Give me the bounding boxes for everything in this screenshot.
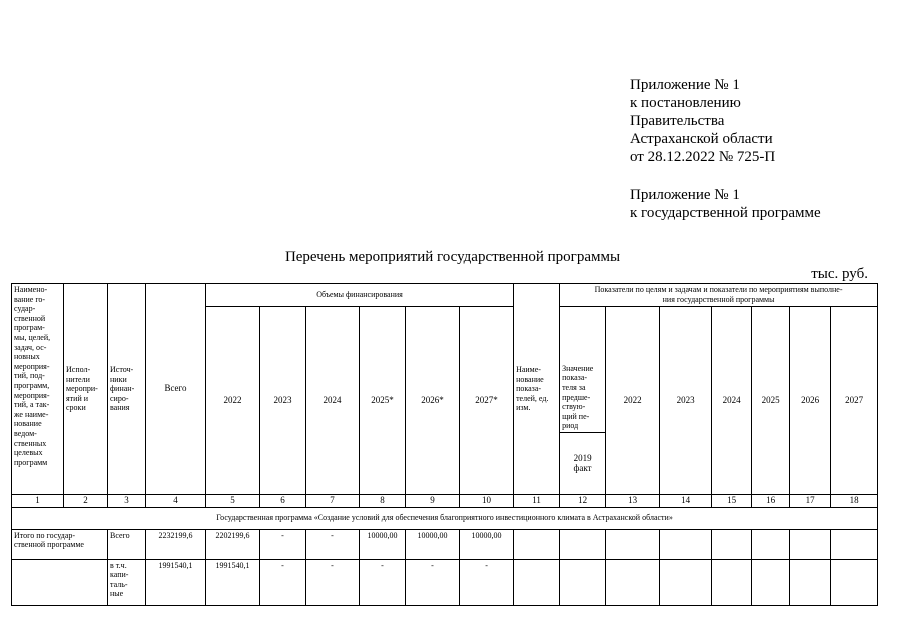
col-number: 1 xyxy=(12,495,64,508)
ind-year-2026: 2026 xyxy=(790,307,831,495)
fin-year-2027: 2027* xyxy=(460,307,514,495)
row1-2023: - xyxy=(260,529,306,559)
row1-2022: 2202199,6 xyxy=(206,529,260,559)
empty-cell xyxy=(606,559,660,605)
col-number: 17 xyxy=(790,495,831,508)
ind-year-2024: 2024 xyxy=(712,307,752,495)
col-number: 4 xyxy=(146,495,206,508)
empty-cell xyxy=(712,559,752,605)
appendix2-line-1: Приложение № 1 xyxy=(630,187,740,203)
units-label: тыс. руб. xyxy=(811,266,868,282)
empty-cell xyxy=(790,559,831,605)
col-number: 3 xyxy=(108,495,146,508)
row1-2027: 10000,00 xyxy=(460,529,514,559)
col-number: 12 xyxy=(560,495,606,508)
empty-cell xyxy=(712,529,752,559)
ind-year-2023: 2023 xyxy=(660,307,712,495)
appendix2-line-2: к государственной программе xyxy=(630,205,821,221)
empty-cell xyxy=(560,559,606,605)
row1-name: Итого по государ- ственной программе xyxy=(12,529,108,559)
col-number: 8 xyxy=(360,495,406,508)
col-number: 5 xyxy=(206,495,260,508)
document-title: Перечень мероприятий государственной программы xyxy=(284,249,621,265)
fin-year-2025: 2025* xyxy=(360,307,406,495)
col-number: 7 xyxy=(306,495,360,508)
program-title: Государственная программа «Создание условий для обеспечения благоприятного инвестиционного климата в Астраханской области» xyxy=(12,507,878,529)
col-number: 2 xyxy=(64,495,108,508)
appendix-line-1: Приложение № 1 xyxy=(630,77,740,93)
row2-2027: - xyxy=(460,559,514,605)
appendix-block xyxy=(630,76,821,222)
appendix-line-4: Астраханской области xyxy=(630,131,773,147)
fin-year-2022: 2022 xyxy=(206,307,260,495)
header-financing: Объемы финансирования xyxy=(206,284,514,307)
col-number: 14 xyxy=(660,495,712,508)
col-number: 9 xyxy=(406,495,460,508)
empty-cell xyxy=(752,559,790,605)
empty-cell xyxy=(660,529,712,559)
col-number: 18 xyxy=(831,495,878,508)
row2-2025: - xyxy=(360,559,406,605)
col-number: 13 xyxy=(606,495,660,508)
empty-cell xyxy=(752,529,790,559)
appendix-line-5: от 28.12.2022 № 725-П xyxy=(630,149,776,165)
row2-2022: 1991540,1 xyxy=(206,559,260,605)
row1-2024: - xyxy=(306,529,360,559)
col-number: 15 xyxy=(712,495,752,508)
row1-2026: 10000,00 xyxy=(406,529,460,559)
empty-cell xyxy=(831,529,878,559)
empty-cell xyxy=(606,529,660,559)
header-indicator-name: Наиме- нование показа- телей, ед. изм. xyxy=(514,284,560,495)
fin-year-2024: 2024 xyxy=(306,307,360,495)
col-number: 11 xyxy=(514,495,560,508)
empty-cell xyxy=(790,529,831,559)
row2-source: в т.ч. капи- таль- ные xyxy=(108,559,146,605)
appendix-line-2: к постановлению xyxy=(630,95,741,111)
col-number: 10 xyxy=(460,495,514,508)
empty-cell xyxy=(514,559,560,605)
measures-table xyxy=(11,283,878,606)
empty-cell xyxy=(660,559,712,605)
header-executors: Испол- нители меропри- ятий и сроки xyxy=(64,284,108,495)
empty-cell xyxy=(514,529,560,559)
row2-2024: - xyxy=(306,559,360,605)
header-total: Всего xyxy=(146,284,206,495)
fin-year-2023: 2023 xyxy=(260,307,306,495)
header-source: Источ- ники финан- сиро- вания xyxy=(108,284,146,495)
col-number: 16 xyxy=(752,495,790,508)
header-prev-year: 2019 факт xyxy=(560,433,606,495)
ind-year-2025: 2025 xyxy=(752,307,790,495)
header-prev-value: Значение показа- теля за предше- ствую- щий пе- риод xyxy=(560,307,606,433)
row2-name-empty xyxy=(12,559,108,605)
row1-2025: 10000,00 xyxy=(360,529,406,559)
row2-total: 1991540,1 xyxy=(146,559,206,605)
row2-2023: - xyxy=(260,559,306,605)
ind-year-2027: 2027 xyxy=(831,307,878,495)
col-number: 6 xyxy=(260,495,306,508)
empty-cell xyxy=(831,559,878,605)
fin-year-2026: 2026* xyxy=(406,307,460,495)
row2-2026: - xyxy=(406,559,460,605)
ind-year-2022: 2022 xyxy=(606,307,660,495)
row1-total: 2232199,6 xyxy=(146,529,206,559)
header-indicators: Показатели по целям и задачам и показатели по мероприятиям выполне- ния государственной программы xyxy=(560,284,878,307)
empty-cell xyxy=(560,529,606,559)
appendix-line-3: Правительства xyxy=(630,113,725,129)
row1-source: Всего xyxy=(108,529,146,559)
header-name: Наимено- вание го- судар- ственной програм- мы, целей, задач, ос- новных мероприя- тий, под- программ, мероприя- тий, а так- же наиме- нование ведом- ственных целевых программ xyxy=(12,284,64,495)
